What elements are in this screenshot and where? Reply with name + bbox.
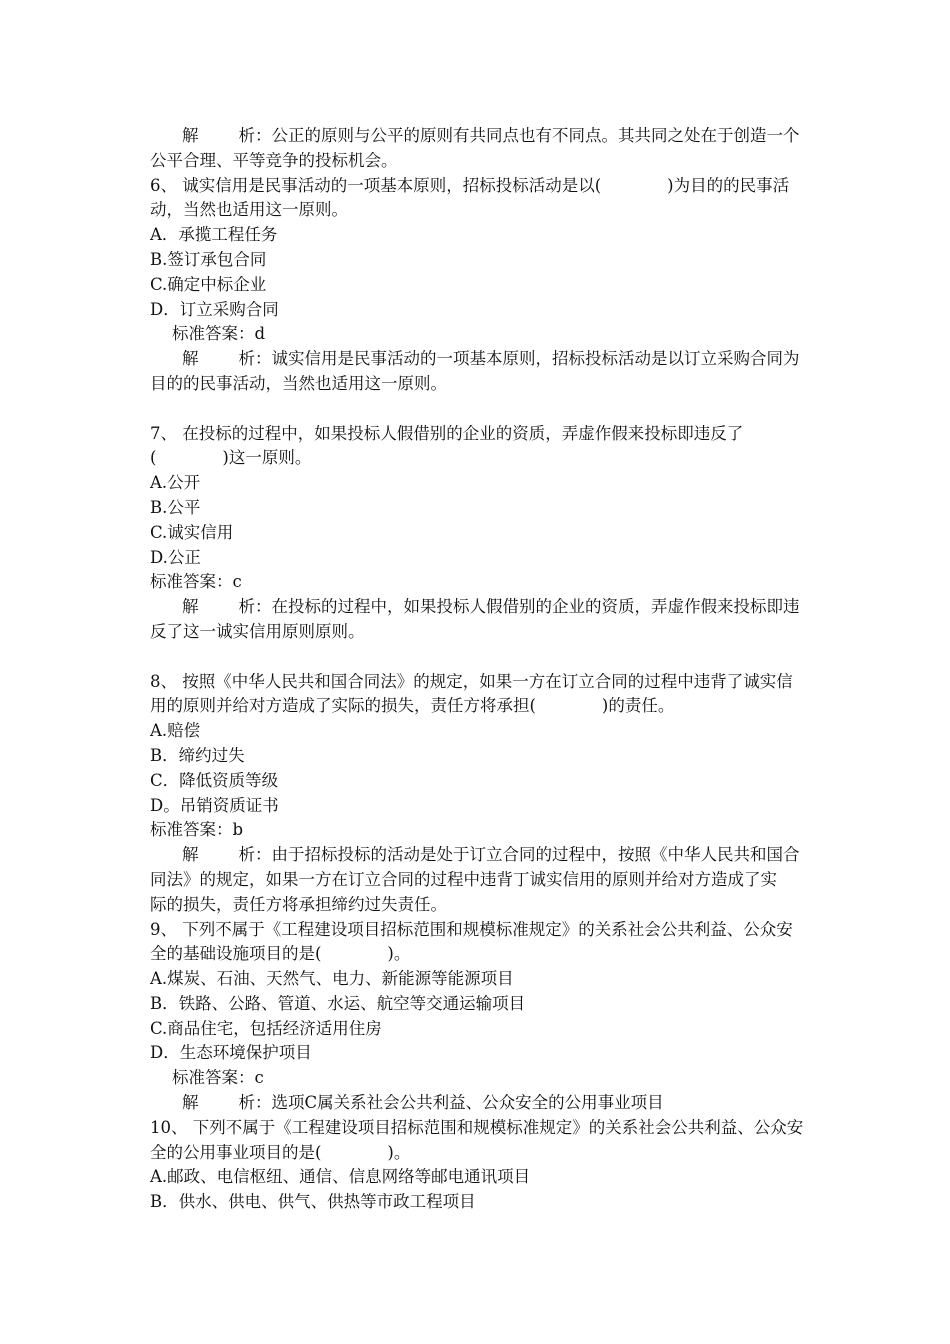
q10-stem-line1: 10、 下列不属于《工程建设项目招标范围和规模标准规定》的关系社会公共利益、公众安 (150, 1117, 804, 1137)
q8-analysis-line1: 解 析：由于招标投标的活动是处于订立合同的过程中，按照《中华人民共和国合 (182, 845, 800, 865)
q7-answer: 标准答案：c (150, 572, 242, 592)
q5-analysis-line2: 公平合理、平等竞争的投标机会。 (150, 150, 398, 170)
q10-option-a: A.邮政、电信枢纽、通信、信息网络等邮电通讯项目 (150, 1167, 531, 1187)
q7-analysis-line2: 反了这一诚实信用原则原则。 (150, 621, 365, 641)
spacer (150, 645, 885, 670)
q9-analysis-line1: 解 析：选项C属关系社会公共利益、公众安全的公用事业项目 (182, 1093, 664, 1113)
q9-option-b: B．铁路、公路、管道、水运、航空等交通运输项目 (150, 993, 526, 1013)
q7-stem-line2: ( )这一原则。 (150, 448, 312, 468)
q8-analysis-line3: 际的损失，责任方将承担缔约过失责任。 (150, 894, 447, 914)
q8-option-d: D。吊销资质证书 (150, 795, 279, 815)
analysis-label: 解 析： (182, 349, 272, 369)
q9-option-c: C.商品住宅，包括经济适用住房 (150, 1018, 382, 1038)
spacer (150, 397, 885, 422)
q8-option-a: A.赔偿 (150, 721, 201, 741)
q6-analysis-line1: 解 析：诚实信用是民事活动的一项基本原则，招标投标活动是以订立采购合同为 (182, 349, 800, 369)
q10-stem-line2: 全的公用事业项目的是( )。 (150, 1142, 411, 1162)
analysis-label: 解 析： (182, 845, 272, 865)
q9-stem-line1: 9、 下列不属于《工程建设项目招标范围和规模标准规定》的关系社会公共利益、公众安 (150, 919, 793, 939)
q8-option-c: C．降低资质等级 (150, 770, 279, 790)
q6-stem-line2: 动，当然也适用这一原则。 (150, 200, 348, 220)
q7-option-a: A.公开 (150, 473, 201, 493)
q8-stem-line1: 8、 按照《中华人民共和国合同法》的规定，如果一方在订立合同的过程中违背了诚实信 (150, 671, 793, 691)
q8-option-b: B．缔约过失 (150, 745, 245, 765)
q9-stem-line2: 全的基础设施项目的是( )。 (150, 944, 411, 964)
analysis-label: 解 析： (182, 597, 272, 617)
q8-stem-line2: 用的原则并给对方造成了实际的损失，责任方将承担( )的责任。 (150, 696, 675, 716)
q5-analysis-line1: 解 析：公正的原则与公平的原则有共同点也有不同点。其共同之处在于创造一个 (182, 126, 800, 145)
q7-option-c: C.诚实信用 (150, 522, 234, 542)
q6-analysis-line2: 目的的民事活动，当然也适用这一原则。 (150, 373, 447, 393)
q7-stem-line1: 7、 在投标的过程中，如果投标人假借别的企业的资质，弄虚作假来投标即违反了 (150, 423, 744, 443)
q8-analysis-line2: 同法》的规定，如果一方在订立合同的过程中违背丁诚实信用的原则并给对方造成了实 (150, 869, 777, 889)
q6-option-d: D．订立采购合同 (150, 299, 279, 319)
q7-analysis-line1: 解 析：在投标的过程中，如果投标人假借别的企业的资质，弄虚作假来投标即违 (182, 597, 800, 617)
q6-option-a: A．承揽工程任务 (150, 225, 278, 245)
q8-answer: 标准答案：b (150, 820, 244, 840)
analysis-label: 解 析： (182, 1093, 272, 1113)
document-page (150, 124, 885, 1215)
analysis-label: 解 析： (182, 126, 272, 145)
q9-option-a: A.煤炭、石油、天然气、电力、新能源等能源项目 (150, 969, 514, 989)
q6-option-c: C.确定中标企业 (150, 274, 267, 294)
q6-stem-line1: 6、 诚实信用是民事活动的一项基本原则，招标投标活动是以( )为目的的民事活 (150, 175, 790, 195)
q7-option-d: D.公正 (150, 547, 201, 567)
q6-answer: 标准答案：d (172, 324, 266, 344)
q9-option-d: D．生态环境保护项目 (150, 1043, 312, 1063)
q9-answer: 标准答案：c (172, 1068, 264, 1088)
q6-option-b: B.签订承包合同 (150, 249, 267, 269)
q10-option-b: B．供水、供电、供气、供热等市政工程项目 (150, 1192, 476, 1212)
q7-option-b: B.公平 (150, 497, 201, 517)
